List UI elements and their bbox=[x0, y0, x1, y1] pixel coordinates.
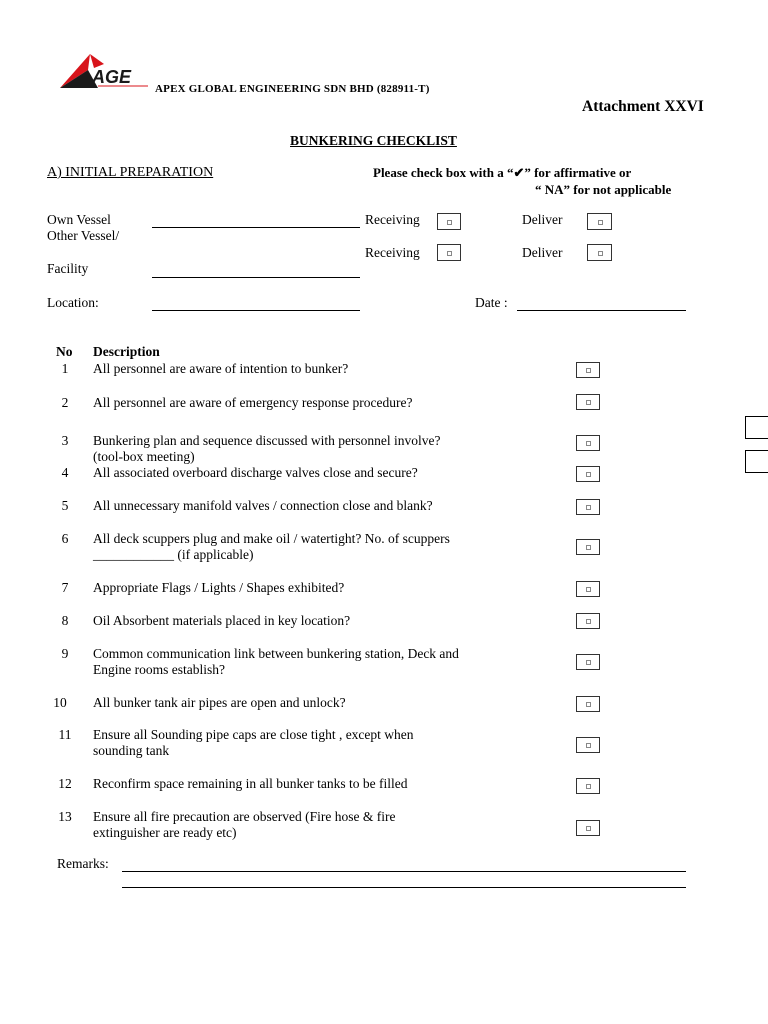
item-number: 12 bbox=[58, 776, 72, 791]
item-number: 7 bbox=[61, 580, 69, 595]
deliver-checkbox-2[interactable] bbox=[587, 244, 612, 261]
date-label: Date : bbox=[475, 295, 508, 310]
item-checkbox-12[interactable] bbox=[576, 778, 600, 794]
item-checkbox-1[interactable] bbox=[576, 362, 600, 378]
location-field[interactable] bbox=[152, 310, 360, 311]
item-description: All associated overboard discharge valves close and secure? bbox=[93, 465, 418, 480]
item-description: Oil Absorbent materials placed in key location? bbox=[93, 613, 351, 628]
remarks-label: Remarks: bbox=[57, 856, 109, 871]
item-description-line2: (tool-box meeting) bbox=[93, 449, 195, 464]
logo-text: AGE bbox=[92, 67, 132, 87]
item-description: Appropriate Flags / Lights / Shapes exhibited? bbox=[93, 580, 345, 595]
item-description-line2: extinguisher are ready etc) bbox=[93, 825, 237, 840]
item-number: 8 bbox=[61, 613, 69, 628]
item-number: 1 bbox=[61, 361, 69, 376]
item-checkbox-11[interactable] bbox=[576, 737, 600, 753]
instruction-line-1: Please check box with a “✔” for affirmative or bbox=[373, 165, 632, 180]
item-description: All personnel are aware of emergency response procedure? bbox=[93, 395, 413, 410]
remarks-line-1[interactable] bbox=[122, 871, 686, 872]
receiving-checkbox-2[interactable] bbox=[437, 244, 461, 261]
side-checkbox-2[interactable] bbox=[745, 450, 768, 473]
facility-field[interactable] bbox=[152, 277, 360, 278]
item-description: Bunkering plan and sequence discussed with personnel involve? bbox=[93, 433, 441, 448]
item-description: Reconfirm space remaining in all bunker tanks to be filled bbox=[93, 776, 408, 791]
item-number: 5 bbox=[61, 498, 69, 513]
item-description: All bunker tank air pipes are open and unlock? bbox=[93, 695, 346, 710]
company-logo bbox=[58, 50, 150, 92]
item-checkbox-6[interactable] bbox=[576, 539, 600, 555]
item-description-line2: Engine rooms establish? bbox=[93, 662, 225, 677]
own-vessel-label: Own Vessel bbox=[47, 212, 111, 227]
item-description: Common communication link between bunkering station, Deck and bbox=[93, 646, 459, 661]
remarks-line-2[interactable] bbox=[122, 887, 686, 888]
item-description-line2: ____________ (if applicable) bbox=[93, 547, 254, 562]
item-description: Ensure all Sounding pipe caps are close tight , except when bbox=[93, 727, 414, 742]
item-number: 11 bbox=[58, 727, 72, 742]
deliver-label-2: Deliver bbox=[522, 245, 563, 260]
item-description: All unnecessary manifold valves / connection close and blank? bbox=[93, 498, 433, 513]
item-number: 3 bbox=[61, 433, 69, 448]
item-number: 6 bbox=[61, 531, 69, 546]
item-description-line2: sounding tank bbox=[93, 743, 170, 758]
item-checkbox-13[interactable] bbox=[576, 820, 600, 836]
logo-graphic bbox=[58, 50, 150, 92]
date-field[interactable] bbox=[517, 310, 686, 311]
receiving-checkbox-1[interactable] bbox=[437, 213, 461, 230]
item-description: All deck scuppers plug and make oil / watertight? No. of scuppers bbox=[93, 531, 450, 546]
section-heading: A) INITIAL PREPARATION bbox=[47, 165, 214, 180]
item-number: 2 bbox=[61, 395, 69, 410]
deliver-label-1: Deliver bbox=[522, 212, 563, 227]
instruction-line-2: “ NA” for not applicable bbox=[535, 182, 672, 197]
item-checkbox-3[interactable] bbox=[576, 435, 600, 451]
other-vessel-label: Other Vessel/ bbox=[47, 228, 120, 243]
item-checkbox-10[interactable] bbox=[576, 696, 600, 712]
receiving-label-2: Receiving bbox=[365, 245, 420, 260]
item-checkbox-4[interactable] bbox=[576, 466, 600, 482]
receiving-label-1: Receiving bbox=[365, 212, 420, 227]
own-vessel-field[interactable] bbox=[152, 227, 360, 228]
side-checkbox-1[interactable] bbox=[745, 416, 768, 439]
item-checkbox-8[interactable] bbox=[576, 613, 600, 629]
attachment-label: Attachment XXVI bbox=[582, 98, 704, 115]
item-checkbox-9[interactable] bbox=[576, 654, 600, 670]
item-number: 10 bbox=[53, 695, 67, 710]
item-number: 4 bbox=[61, 465, 69, 480]
item-checkbox-7[interactable] bbox=[576, 581, 600, 597]
facility-label: Facility bbox=[47, 261, 89, 276]
item-checkbox-5[interactable] bbox=[576, 499, 600, 515]
location-label: Location: bbox=[47, 295, 99, 310]
item-description: All personnel are aware of intention to bunker? bbox=[93, 361, 349, 376]
col-no-header: No bbox=[56, 344, 73, 359]
col-desc-header: Description bbox=[93, 344, 160, 359]
deliver-checkbox-1[interactable] bbox=[587, 213, 612, 230]
item-number: 13 bbox=[58, 809, 72, 824]
item-number: 9 bbox=[61, 646, 69, 661]
company-name: APEX GLOBAL ENGINEERING SDN BHD (828911-T) bbox=[155, 83, 430, 95]
page-title: BUNKERING CHECKLIST bbox=[290, 133, 457, 148]
item-description: Ensure all fire precaution are observed (Fire hose & fire bbox=[93, 809, 396, 824]
item-checkbox-2[interactable] bbox=[576, 394, 600, 410]
